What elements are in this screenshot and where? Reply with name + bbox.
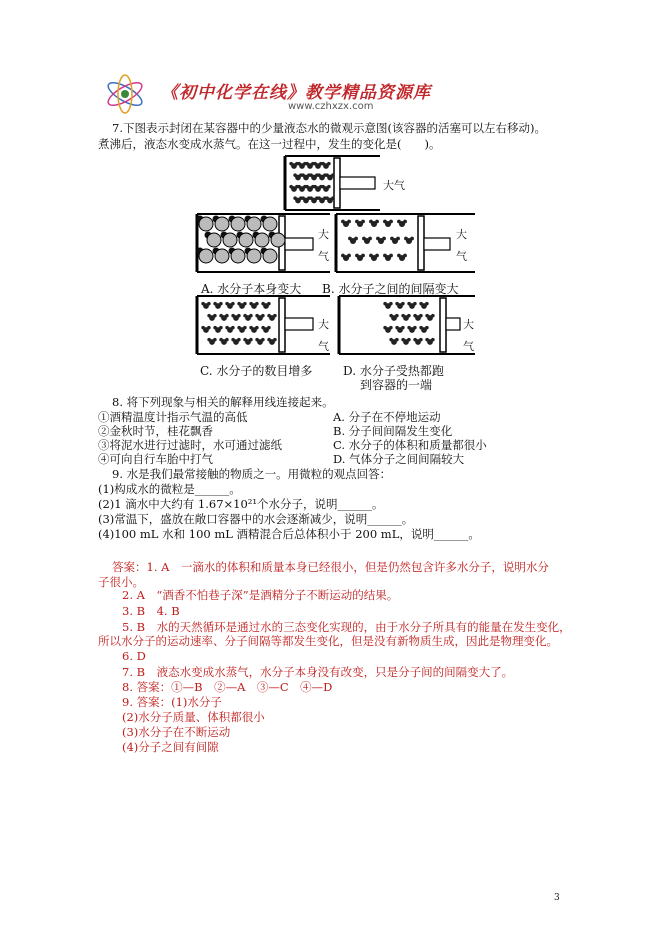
water-molecule	[321, 162, 330, 169]
water-molecule	[369, 220, 379, 227]
q7-line-1: 7.下图表示封闭在某容器中的少量液态水的微观示意图(该容器的活塞可以左右移动)。	[112, 121, 546, 135]
enlarged-molecule	[245, 248, 262, 264]
water-molecule	[249, 326, 258, 333]
water-molecule	[201, 326, 210, 333]
water-molecule	[293, 173, 302, 180]
q8-right-2: B. 分子间间隔发生变化	[333, 424, 453, 438]
container-d	[339, 296, 475, 354]
q8-right-3: C. 水分子的体积和质量都很小	[333, 438, 487, 452]
q9-title: 9. 水是我们最常接触的物质之一。用微粒的观点回答：	[112, 467, 392, 481]
q8-title: 8. 将下列现象与相关的解释用线连接起来。	[112, 395, 334, 409]
enlarged-molecule	[229, 216, 246, 232]
water-molecule	[231, 314, 240, 321]
water-molecule	[369, 254, 379, 261]
water-molecule	[383, 326, 392, 333]
water-molecule	[225, 326, 234, 333]
water-molecule	[401, 314, 410, 321]
water-molecule	[267, 314, 276, 321]
page-number: 3	[554, 893, 560, 903]
water-molecule	[341, 220, 351, 227]
answer-9-4: (4)分子之间有间隙	[122, 740, 219, 754]
caption-b: B. 水分子之间的间隔变大	[322, 282, 459, 296]
q7-figure	[190, 152, 480, 392]
enlarged-molecule	[261, 248, 278, 264]
water-molecule	[301, 196, 310, 203]
water-molecule	[348, 237, 358, 244]
banner-title: 《初中化学在线》教学精品资源库	[161, 83, 431, 103]
water-molecule	[383, 302, 392, 309]
water-molecule	[389, 314, 398, 321]
answer-2: 2. A “酒香不怕巷子深”是酒精分子不断运动的结果。	[122, 588, 399, 602]
answer-9-3: (3)水分子在不断运动	[122, 725, 231, 739]
water-molecule	[301, 173, 310, 180]
water-molecule	[305, 185, 314, 192]
water-molecule	[231, 338, 240, 345]
answer-3-4: 3. B 4. B	[122, 604, 180, 618]
water-molecule	[419, 326, 428, 333]
water-molecule	[213, 302, 222, 309]
q7-line-2: 煮沸后，液态水变成水蒸气。在这一过程中，发生的变化是( )。	[98, 137, 441, 151]
enlarged-molecule	[213, 248, 230, 264]
answer-1-line-1: 答案：1. A 一滴水的体积和质量本身已经很小，但是仍然包含许多水分子，说明水分	[112, 560, 549, 574]
enlarged-molecule	[237, 232, 254, 248]
enlarged-molecule	[253, 232, 270, 248]
enlarged-molecule	[261, 216, 278, 232]
water-molecule	[225, 302, 234, 309]
water-molecule	[317, 196, 326, 203]
caption-a: A. 水分子本身变大	[201, 282, 302, 296]
caption-c: C. 水分子的数目增多	[200, 364, 313, 378]
q8-left-2: ②金秋时节，桂花飘香	[98, 424, 213, 438]
q8-right-1: A. 分子在不停地运动	[333, 410, 441, 424]
water-molecule	[407, 326, 416, 333]
header-banner	[103, 72, 559, 116]
water-molecule	[309, 196, 318, 203]
water-molecule	[305, 162, 314, 169]
water-molecule	[261, 326, 270, 333]
water-molecule	[255, 338, 264, 345]
water-molecule	[293, 196, 302, 203]
water-molecule	[413, 314, 422, 321]
c-atm-label-1: 大	[318, 318, 329, 331]
q9-item-1: (1)构成水的微粒是______。	[98, 482, 241, 496]
water-molecule	[401, 338, 410, 345]
answer-8: 8. 答案：①—B ②—A ③—C ④—D	[122, 680, 333, 694]
water-molecule	[390, 237, 400, 244]
atom-logo-icon	[103, 74, 147, 114]
container-original	[285, 156, 380, 210]
water-molecule	[376, 237, 386, 244]
enlarged-molecule	[245, 216, 262, 232]
caption-d-2: 到容器的一端	[360, 378, 433, 392]
q9-item-2: (2)1 滴水中大约有 1.67×10²¹个水分子，说明______。	[98, 497, 384, 511]
banner-url: www.czhxzx.com	[288, 101, 374, 112]
answer-1-line-2: 子很小。	[98, 575, 144, 589]
water-molecule	[407, 302, 416, 309]
water-molecule	[397, 254, 407, 261]
water-molecule	[213, 326, 222, 333]
enlarged-molecule	[229, 248, 246, 264]
water-molecule	[321, 185, 330, 192]
water-molecule	[389, 338, 398, 345]
enlarged-molecule	[221, 232, 238, 248]
water-molecule	[383, 254, 393, 261]
water-molecule	[404, 237, 414, 244]
q9-item-3: (3)常温下，盛放在敞口容器中的水会逐渐减少，说明______。	[98, 512, 414, 526]
water-molecule	[243, 338, 252, 345]
water-molecule	[255, 314, 264, 321]
water-molecule	[201, 302, 210, 309]
q8-left-4: ④可向自行车胎中打气	[98, 452, 213, 466]
b-atm-label-2: 气	[456, 250, 467, 263]
q8-right-4: D. 气体分子之间间隔较大	[333, 452, 465, 466]
water-molecule	[207, 314, 216, 321]
water-molecule	[317, 173, 326, 180]
water-molecule	[297, 185, 306, 192]
b-atm-label-1: 大	[456, 228, 467, 241]
water-molecule	[261, 302, 270, 309]
water-molecule	[267, 338, 276, 345]
answer-7: 7. B 液态水变成水蒸气，水分子本身没有改变，只是分子间的间隔变大了。	[122, 665, 514, 679]
water-molecule	[243, 314, 252, 321]
water-molecule	[355, 220, 365, 227]
water-molecule	[413, 338, 422, 345]
water-molecule	[237, 302, 246, 309]
caption-d-1: D. 水分子受热都跑	[343, 364, 444, 378]
water-molecule	[313, 162, 322, 169]
a-atm-label-1: 大	[318, 228, 329, 241]
answer-9-2: (2)水分子质量、体积都很小	[122, 710, 265, 724]
water-molecule	[355, 254, 365, 261]
d-atm-label-1: 大	[463, 318, 474, 331]
q8-left-3: ③将泥水进行过滤时，水可通过滤纸	[98, 438, 282, 452]
water-molecule	[395, 302, 404, 309]
container-c	[197, 296, 330, 354]
container-a	[197, 214, 331, 272]
enlarged-molecule	[213, 216, 230, 232]
water-molecule	[341, 254, 351, 261]
water-molecule	[362, 237, 372, 244]
enlarged-molecule	[197, 216, 214, 232]
answer-5-line-1: 5. B 水的天然循环是通过水的三态变化实现的，由于水分子所具有的能量在发生变化，	[122, 620, 571, 634]
water-molecule	[219, 314, 228, 321]
water-molecule	[289, 162, 298, 169]
enlarged-molecule	[197, 248, 214, 264]
water-molecule	[397, 220, 407, 227]
q8-left-1: ①酒精温度计指示气温的高低	[98, 410, 248, 424]
c-atm-label-2: 气	[318, 340, 329, 353]
enlarged-molecule	[205, 232, 222, 248]
water-molecule	[289, 185, 298, 192]
water-molecule	[237, 326, 246, 333]
water-molecule	[395, 326, 404, 333]
water-molecule	[207, 338, 216, 345]
water-molecule	[313, 185, 322, 192]
water-molecule	[425, 338, 434, 345]
a-atm-label-2: 气	[318, 250, 329, 263]
water-molecule	[249, 302, 258, 309]
water-molecule	[219, 338, 228, 345]
top-atm-label: 大气	[383, 179, 405, 192]
answer-6: 6. D	[122, 649, 146, 663]
answer-9-1: 9. 答案：(1)水分子	[122, 695, 222, 709]
answer-5-line-2: 所以水分子的运动速率、分子间隔等都发生变化，但是没有新物质生成，因此是物理变化。	[98, 634, 558, 648]
water-molecule	[383, 220, 393, 227]
water-molecule	[309, 173, 318, 180]
d-atm-label-2: 气	[463, 340, 474, 353]
water-molecule	[297, 162, 306, 169]
water-molecule	[425, 314, 434, 321]
q9-item-4: (4)100 mL 水和 100 mL 酒精混合后总体积小于 200 mL，说明______。	[98, 527, 480, 541]
container-b	[336, 214, 475, 272]
water-molecule	[419, 302, 428, 309]
